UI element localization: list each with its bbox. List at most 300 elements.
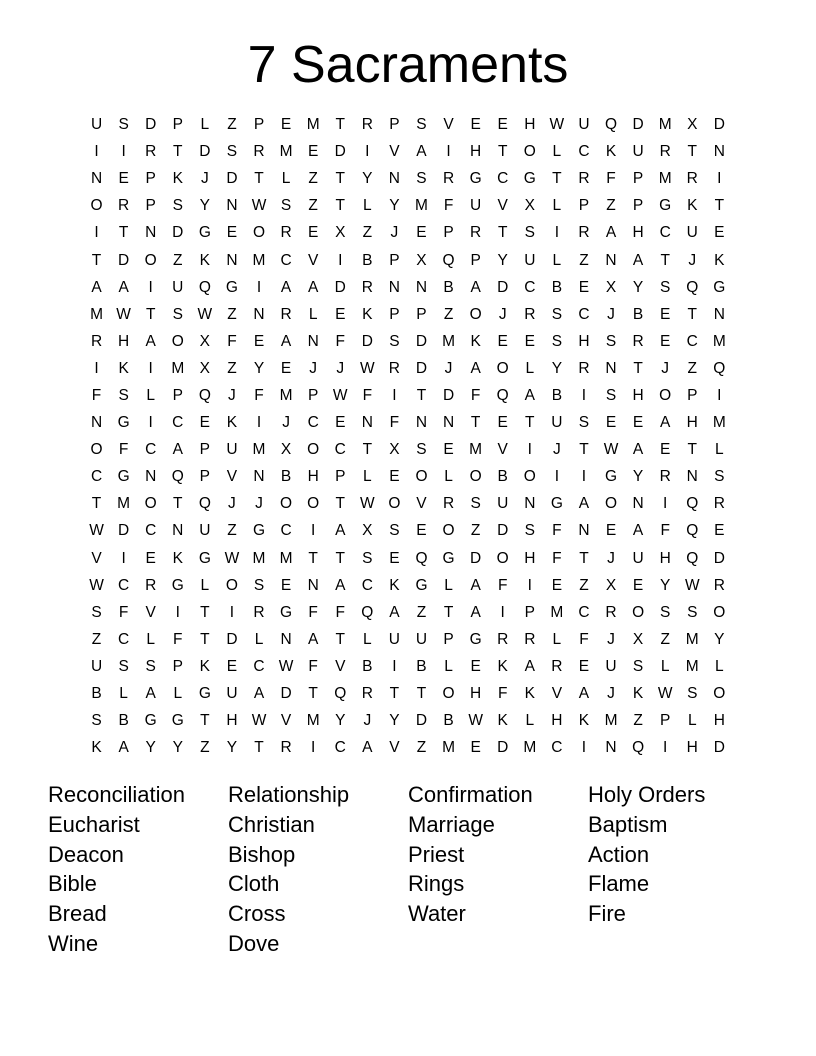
grid-letter: K [199, 251, 211, 269]
grid-letter: E [443, 441, 454, 459]
grid-letter: K [714, 251, 725, 269]
grid-letter: L [525, 359, 535, 377]
grid-letter: L [525, 712, 535, 730]
grid-letter: O [442, 685, 455, 703]
grid-letter: X [605, 576, 617, 594]
grid-letter: Q [198, 495, 211, 513]
grid-row [83, 111, 733, 138]
grid-letter: V [335, 657, 346, 675]
grid-letter: W [360, 495, 375, 513]
grid-letter: V [389, 739, 400, 757]
grid-letter: L [552, 143, 562, 161]
grid-letter: R [632, 332, 644, 350]
grid-letter: T [118, 224, 129, 242]
grid-letter: A [660, 414, 671, 432]
grid-letter: E [226, 224, 238, 242]
grid-letter: U [605, 657, 617, 675]
grid-letter: Q [713, 359, 726, 377]
grid-letter: J [607, 630, 615, 648]
word-list-item: Flame [588, 871, 650, 897]
grid-letter: O [144, 495, 157, 513]
grid-letter: N [226, 197, 238, 215]
grid-letter: X [416, 251, 427, 269]
grid-row [83, 409, 733, 436]
grid-letter: R [388, 359, 400, 377]
grid-letter: V [389, 143, 400, 161]
word-list-item: Bishop [228, 841, 296, 867]
grid-letter: K [362, 305, 373, 323]
grid-letter: M [415, 197, 428, 215]
grid-letter: X [199, 359, 211, 377]
word-list-item: Fire [588, 901, 626, 927]
grid-letter: A [632, 251, 644, 269]
grid-letter: C [334, 739, 346, 757]
grid-letter: S [416, 441, 427, 459]
grid-letter: S [172, 197, 183, 215]
grid-letter: F [254, 386, 264, 404]
grid-letter: I [121, 549, 126, 567]
grid-letter: C [578, 143, 590, 161]
grid-letter: L [200, 116, 210, 134]
grid-letter: S [524, 522, 535, 540]
grid-letter: S [172, 305, 183, 323]
grid-letter: T [362, 441, 373, 459]
grid-row [83, 246, 733, 273]
grid-letter: E [280, 576, 292, 594]
grid-letter: A [578, 495, 590, 513]
grid-letter: E [280, 359, 292, 377]
grid-letter: P [416, 305, 427, 323]
grid-letter: A [118, 739, 129, 757]
grid-letter: P [172, 386, 183, 404]
grid-letter: B [443, 278, 454, 296]
grid-letter: F [362, 386, 373, 404]
word-list-item: Dove [228, 930, 280, 956]
grid-letter: U [90, 116, 103, 134]
grid-letter: F [91, 386, 102, 404]
grid-letter: Y [660, 576, 671, 594]
grid-letter: T [254, 739, 264, 757]
grid-row [83, 680, 733, 707]
grid-letter: A [145, 332, 156, 350]
grid-letter: M [117, 495, 131, 513]
grid-letter: E [307, 143, 319, 161]
grid-letter: L [200, 576, 210, 594]
grid-row [83, 436, 733, 463]
grid-letter: E [578, 278, 590, 296]
grid-letter: I [338, 251, 343, 269]
grid-letter: C [524, 278, 536, 296]
grid-letter: V [443, 116, 454, 134]
grid-letter: B [416, 657, 427, 675]
grid-letter: R [686, 170, 698, 188]
grid-letter: Z [416, 603, 427, 621]
grid-letter: K [497, 657, 508, 675]
grid-letter: P [389, 116, 400, 134]
grid-letter: E [605, 522, 617, 540]
grid-letter: D [470, 549, 482, 567]
grid-letter: J [390, 224, 399, 242]
grid-letter: F [173, 630, 183, 648]
grid-letter: P [145, 197, 156, 215]
grid-letter: K [497, 712, 508, 730]
grid-letter: G [442, 549, 455, 567]
grid-letter: X [605, 278, 617, 296]
word-list-item: Deacon [48, 841, 124, 867]
grid-letter: T [308, 685, 318, 703]
grid-letter: U [524, 251, 536, 269]
grid-letter: K [91, 739, 102, 757]
word-list-item: Wine [48, 930, 99, 956]
grid-letter: I [663, 739, 668, 757]
grid-letter: R [578, 359, 590, 377]
grid-letter: L [281, 170, 291, 188]
grid-letter: K [389, 576, 400, 594]
grid-letter: E [416, 522, 427, 540]
grid-letter: H [524, 116, 536, 134]
grid-letter: E [389, 549, 400, 567]
grid-letter: R [361, 116, 373, 134]
grid-letter: S [632, 657, 644, 675]
grid-letter: U [686, 224, 698, 242]
grid-letter: A [524, 386, 535, 404]
grid-letter: S [714, 468, 725, 486]
grid-letter: T [443, 603, 454, 621]
grid-letter: J [498, 305, 507, 323]
grid-letter: T [308, 549, 318, 567]
grid-letter: R [524, 305, 536, 323]
grid-letter: J [336, 359, 345, 377]
grid-letter: R [578, 170, 590, 188]
grid-letter: D [713, 116, 725, 134]
grid-letter: N [253, 305, 265, 323]
grid-letter: Z [308, 197, 318, 215]
grid-letter: W [224, 549, 240, 567]
grid-letter: F [606, 170, 616, 188]
grid-letter: E [497, 332, 508, 350]
grid-letter: D [415, 359, 428, 377]
grid-row [83, 599, 733, 626]
grid-letter: D [497, 522, 509, 540]
grid-letter: M [279, 386, 293, 404]
page-title: 7 Sacraments [247, 36, 569, 94]
grid-letter: S [118, 386, 129, 404]
grid-letter: J [282, 414, 290, 432]
grid-letter: N [713, 305, 725, 323]
grid-row [83, 219, 733, 246]
grid-letter: S [362, 549, 373, 567]
grid-letter: E [524, 332, 535, 350]
grid-letter: O [469, 468, 482, 486]
grid-letter: C [280, 251, 292, 269]
grid-letter: M [712, 414, 726, 432]
grid-letter: H [524, 549, 536, 567]
grid-letter: Z [173, 251, 183, 269]
grid-letter: J [552, 441, 561, 459]
grid-letter: S [660, 603, 671, 621]
grid-letter: M [306, 712, 320, 730]
grid-letter: A [91, 278, 102, 296]
grid-letter: X [362, 522, 373, 540]
grid-letter: L [444, 657, 453, 675]
grid-letter: D [442, 386, 455, 404]
grid-letter: M [279, 143, 293, 161]
grid-letter: V [280, 712, 292, 730]
grid-letter: J [607, 685, 615, 703]
grid-letter: E [632, 576, 644, 594]
grid-letter: A [362, 739, 373, 757]
grid-letter: S [416, 170, 427, 188]
grid-row [83, 490, 733, 517]
grid-letter: Z [470, 522, 481, 540]
grid-letter: W [657, 685, 673, 703]
grid-letter: O [144, 251, 157, 269]
grid-letter: R [713, 576, 725, 594]
grid-letter: R [145, 143, 157, 161]
grid-letter: K [605, 143, 617, 161]
grid-letter: U [551, 414, 563, 432]
grid-letter: U [578, 116, 590, 134]
grid-letter: P [145, 170, 156, 188]
grid-letter: J [444, 359, 453, 377]
grid-letter: B [91, 685, 102, 703]
grid-letter: V [497, 197, 508, 215]
grid-letter: X [524, 197, 535, 215]
grid-letter: P [443, 630, 454, 648]
grid-letter: J [688, 251, 697, 269]
grid-letter: Z [227, 359, 237, 377]
grid-letter: S [118, 657, 129, 675]
grid-letter: Z [308, 170, 318, 188]
grid-letter: O [415, 468, 428, 486]
grid-letter: G [198, 685, 211, 703]
grid-letter: M [442, 332, 456, 350]
grid-letter: D [226, 170, 238, 188]
grid-letter: C [118, 576, 130, 594]
grid-letter: L [173, 685, 183, 703]
grid-letter: I [581, 386, 587, 404]
grid-letter: T [416, 685, 427, 703]
grid-letter: D [632, 116, 644, 134]
grid-letter: A [470, 359, 481, 377]
grid-letter: E [470, 657, 481, 675]
grid-letter: T [687, 143, 697, 161]
grid-letter: I [311, 522, 316, 540]
grid-letter: I [148, 414, 153, 432]
grid-letter: R [659, 468, 671, 486]
grid-letter: P [199, 468, 211, 486]
grid-letter: K [118, 359, 129, 377]
grid-letter: V [307, 251, 319, 269]
grid-letter: P [253, 116, 265, 134]
grid-letter: C [280, 522, 292, 540]
grid-letter: I [446, 143, 451, 161]
grid-letter: S [687, 685, 698, 703]
grid-letter: Q [198, 278, 211, 296]
grid-letter: C [497, 170, 509, 188]
grid-letter: M [712, 332, 726, 350]
grid-letter: Z [687, 359, 697, 377]
grid-letter: I [311, 739, 316, 757]
grid-letter: I [121, 143, 126, 161]
word-list [48, 780, 788, 959]
grid-letter: R [470, 224, 482, 242]
grid-letter: C [578, 603, 590, 621]
grid-letter: Y [172, 739, 183, 757]
grid-letter: M [252, 251, 266, 269]
grid-letter: K [172, 170, 183, 188]
grid-letter: A [253, 685, 265, 703]
grid-letter: N [388, 170, 400, 188]
grid-letter: W [197, 305, 213, 323]
grid-letter: T [633, 359, 643, 377]
word-list-item: Action [588, 841, 650, 867]
grid-letter: R [713, 495, 725, 513]
grid-letter: X [199, 332, 211, 350]
grid-letter: O [90, 197, 103, 215]
grid-row [83, 301, 733, 328]
grid-letter: U [632, 549, 644, 567]
word-list-item: Confirmation [408, 782, 533, 807]
grid-letter: O [252, 224, 266, 242]
grid-letter: O [713, 685, 726, 703]
grid-letter: P [172, 657, 183, 675]
grid-letter: G [144, 712, 157, 730]
grid-letter: S [145, 657, 156, 675]
grid-letter: D [226, 630, 238, 648]
grid-letter: A [145, 685, 156, 703]
grid-letter: O [225, 576, 238, 594]
grid-letter: B [280, 468, 292, 486]
grid-letter: B [443, 712, 454, 730]
grid-letter: Z [227, 522, 237, 540]
grid-letter: F [579, 630, 589, 648]
grid-letter: J [661, 359, 670, 377]
grid-letter: F [118, 603, 129, 621]
grid-letter: N [632, 495, 644, 513]
grid-letter: Z [633, 712, 643, 730]
grid-row [83, 626, 733, 653]
grid-letter: N [415, 414, 428, 432]
grid-letter: A [335, 522, 346, 540]
grid-letter: S [687, 603, 698, 621]
grid-letter: R [145, 576, 157, 594]
grid-letter: D [334, 143, 346, 161]
grid-letter: H [578, 332, 590, 350]
grid-letter: O [713, 603, 726, 621]
grid-letter: R [551, 657, 563, 675]
grid-letter: E [470, 739, 481, 757]
grid-letter: A [307, 278, 319, 296]
grid-letter: V [226, 468, 238, 486]
grid-letter: M [279, 549, 293, 567]
grid-letter: Q [686, 549, 699, 567]
grid-letter: G [117, 468, 130, 486]
grid-letter: G [415, 576, 428, 594]
grid-letter: J [255, 495, 263, 513]
grid-letter: C [90, 468, 103, 486]
grid-letter: I [256, 414, 262, 432]
grid-letter: R [605, 603, 617, 621]
grid-letter: Q [686, 522, 699, 540]
grid-letter: E [226, 657, 238, 675]
grid-letter: R [442, 495, 455, 513]
grid-letter: T [200, 603, 210, 621]
grid-letter: Y [362, 170, 373, 188]
grid-letter: N [145, 224, 157, 242]
grid-letter: Q [361, 603, 374, 621]
grid-letter: T [687, 441, 697, 459]
grid-letter: A [280, 278, 292, 296]
grid-letter: O [307, 495, 320, 513]
grid-letter: M [604, 712, 618, 730]
grid-letter: H [686, 414, 698, 432]
grid-letter: C [578, 305, 590, 323]
grid-letter: D [334, 278, 346, 296]
grid-letter: M [306, 116, 320, 134]
grid-letter: Q [632, 739, 645, 757]
word-list-item: Cross [228, 901, 286, 927]
grid-row [83, 328, 733, 355]
grid-letter: L [660, 657, 670, 675]
grid-row [83, 382, 733, 409]
grid-letter: M [252, 549, 266, 567]
grid-letter: T [525, 414, 535, 432]
grid-letter: I [392, 386, 397, 404]
grid-letter: W [89, 522, 104, 540]
grid-letter: Y [632, 278, 644, 296]
grid-letter: E [578, 657, 590, 675]
grid-letter: L [444, 576, 453, 594]
grid-letter: A [524, 657, 535, 675]
grid-letter: R [442, 170, 455, 188]
grid-letter: V [145, 603, 156, 621]
grid-letter: F [118, 441, 129, 459]
grid-letter: U [90, 657, 103, 675]
grid-letter: Y [226, 739, 238, 757]
grid-letter: P [335, 468, 346, 486]
grid-letter: E [416, 224, 427, 242]
grid-letter: S [118, 116, 129, 134]
word-list-item: Rings [408, 871, 465, 897]
word-list-item: Christian [228, 811, 315, 837]
grid-letter: L [254, 630, 264, 648]
grid-letter: D [497, 278, 509, 296]
grid-letter: E [307, 224, 319, 242]
grid-letter: L [363, 630, 372, 648]
grid-letter: P [389, 305, 400, 323]
grid-letter: N [524, 495, 536, 513]
grid-letter: E [632, 414, 644, 432]
grid-row [83, 463, 733, 490]
grid-letter: D [118, 522, 130, 540]
grid-row [83, 165, 733, 192]
grid-letter: V [416, 495, 427, 513]
grid-letter: T [254, 170, 264, 188]
grid-letter: N [280, 630, 292, 648]
grid-letter: I [94, 224, 99, 242]
grid-row [83, 355, 733, 382]
grid-letter: F [308, 657, 318, 675]
grid-letter: I [527, 576, 532, 594]
grid-letter: D [415, 332, 428, 350]
grid-letter: L [715, 441, 724, 459]
grid-letter: Z [606, 197, 616, 215]
grid-letter: I [527, 441, 532, 459]
grid-letter: M [658, 116, 672, 134]
grid-letter: N [361, 414, 373, 432]
grid-row [83, 517, 733, 544]
